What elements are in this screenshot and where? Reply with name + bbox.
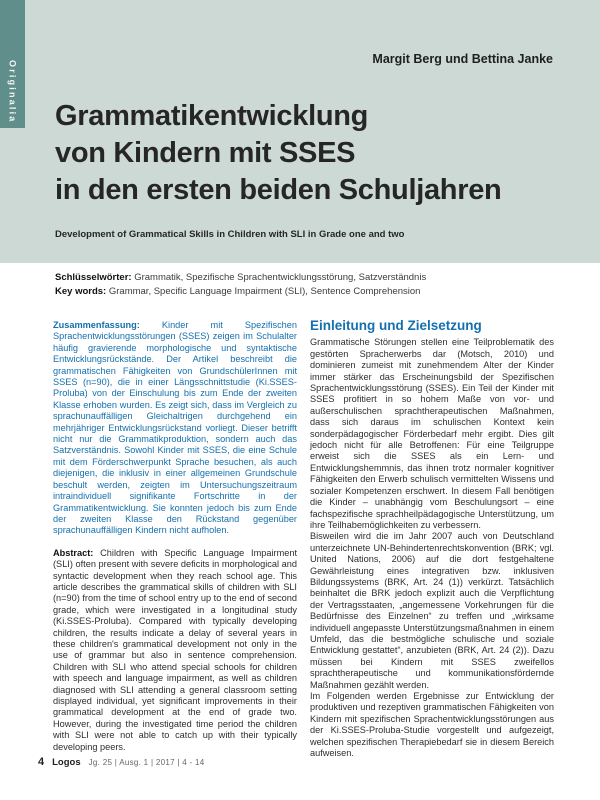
article-title-line-2: von Kindern mit SSES (55, 137, 356, 169)
keywords-block (55, 271, 426, 298)
body-paragraph-3: Im Folgenden werden Ergebnisse zur Entwicklung der produktiven und rezeptiven grammatischen Fähigkeiten von Kindern mit spezifischen Sprachentwicklungsstörungen aus der Ki.SSES-Proluba-Studie vorgestellt und aufgezeigt, welchen spezifischen Therapiebedarf sie in diesem Bereich aufweisen. (310, 691, 554, 759)
abstract-german-paragraph (53, 320, 297, 537)
section-heading-einleitung: Einleitung und Zielsetzung (310, 318, 482, 333)
abstract-german-text: Kinder mit Spezifischen Sprachentwicklungsstörungen (SSES) zeigen im Schulalter häufig gravierende morphologische und syntaktische Entwicklungsrückstände. Der Artikel beschreibt die grammatischen Fähigkeiten von GrundschülerInnen mit SSES (n=90), die in einer Längsschnittstudie (Ki.SSES-Proluba) von der Einschulung bis zum Ende der zweiten Klasse erhoben wurden. Es zeigt sich, dass im Vergleich zu sprachunauffälligen Gleichaltrigen durchgehend ein mehrjähriger Entwicklungsrückstand vorliegt. Dieser betrifft nicht nur die Grammatikproduktion, sondern auch das Satzverständnis. Sowohl Kinder mit SSES, die eine Schule mit dem Förderschwerpunkt Sprache besuchen, als auch diejenigen, die inklusiv in einer allgemeinen Grundschule beschult werden, zeigten im Untersuchungszeitraum intraindividuell signifikante Fortschritte in der Grammatikentwicklung. Sie konnten jedoch bis zum Ende der zweiten Klasse den Rückstand gegenüber sprachunauffälligen Kindern nicht aufholen. (53, 320, 297, 536)
body-paragraph-1: Grammatische Störungen stellen eine Teilproblematik des gestörten Spracherwerbs dar (Motsch, 2010) und dominieren zumeist mit zunehmendem Alter der Kinder immer stärker das Erscheinungsbild der Spezifischen Sprachentwicklungsstörung (SSES). Ein Teil der Kinder mit SSES profitiert in so hohem Maße von vor- und außerschulischen sprachtherapeutischen Maßnahmen, dass sich daraus im schulischen Kontext kein sonderpädagogischer Förderbedarf mehr ergibt. Dies gilt jedoch nicht für alle Betroffenen: Für eine Teilgruppe erweist sich die SSES als ein Lern- und Entwicklungshemmnis, das ihnen trotz normaler kognitiver Fähigkeiten den Erwerb schulisch vermittelten Wissens und sozialer Kompetenzen erschwert. In diesem Fall benötigen die Kinder – unabhängig vom Beschulungsort – eine fachspezifische sprachheilpädagogische Unterstützung, um ihre Teilhabemöglichkeiten zu verbessern. (310, 337, 554, 530)
keywords-german (55, 271, 426, 285)
abstract-german-label: Zusammenfassung: (53, 320, 140, 330)
article-title (55, 98, 501, 209)
body-paragraph-2: Bisweilen wird die im Jahr 2007 auch von Deutschland unterzeichnete UN-Behindertenrechtskonvention (BRK; vgl. United Nations, 2006) auf die dort festgehaltene Gewährleistung eines integrativen bzw. inklusiven Bildungssystems (BRK, Art. 24 (1)) verkürzt. Tatsächlich beinhaltet die BRK jedoch explizit auch die Verpflichtung der Vertragsstaaten, „angemessene Vorkehrungen für die Bedürfnisse des Einzelnen“ zu treffen und „wirksame individuell angepasste Unterstützungsmaßnahmen in einem Umfeld, das die bestmögliche schulische und soziale Entwicklung gestattet“, anzubieten (BRK, Art. 24 (2)). Dazu müssen bei Kindern mit SSES zweifellos sprachtherapeutische und kommunikationsfördernde Maßnahmen gezählt werden. (310, 531, 554, 690)
article-subtitle-english: Development of Grammatical Skills in Children with SLI in Grade one and two (55, 229, 405, 240)
page-footer (38, 756, 205, 768)
article-body-columns (53, 320, 554, 759)
left-column (53, 320, 297, 759)
section-tab (0, 0, 25, 128)
keywords-english-text: Grammar, Specific Language Impairment (SLI), Sentence Comprehension (108, 285, 421, 297)
article-title-line-1: Grammatikentwicklung (55, 100, 369, 132)
footer-journal-name: Logos (52, 757, 81, 768)
article-title-line-3: in den ersten beiden Schuljahren (55, 174, 502, 206)
section-tab-label: Originalia (7, 60, 18, 124)
authors-line: Margit Berg und Bettina Janke (372, 52, 553, 66)
keywords-german-text: Grammatik, Spezifische Sprachentwicklungsstörung, Satzverständnis (134, 272, 427, 283)
right-column (310, 320, 554, 759)
keywords-english-label: Key words: (55, 285, 107, 297)
footer-issue-info: Jg. 25 | Ausg. 1 | 2017 | 4 - 14 (88, 758, 205, 767)
footer-page-number: 4 (38, 756, 45, 768)
abstract-english-paragraph (53, 548, 297, 753)
abstract-english-text: Children with Specific Language Impairment (SLI) often present with severe deficits in morphological and syntactic development when they reach school age. This article describes the grammatical skills of children with SLI (n=90) from the time of school entry up to the end of second grade, which were investigated in a longitudinal study (Ki.SSES-Proluba). Compared with typically developing children, the results indicate a delay of several years in these children's grammatical development not only in the use of grammar but also in sentence comprehension. Children with SLI who attend special schools for children with speech and language impairment, as well as children diagnosed with SLI attending a general classroom setting displayed individual, yet significant improvements in their grammatical development at the end of grade two. However, during the investigated time period the children with SLI were not able to catch up with their typically developing peers. (53, 547, 297, 752)
abstract-english-label: Abstract: (53, 547, 94, 558)
keywords-english (55, 285, 426, 299)
keywords-german-label: Schlüsselwörter: (55, 272, 132, 283)
header-band (0, 0, 600, 263)
